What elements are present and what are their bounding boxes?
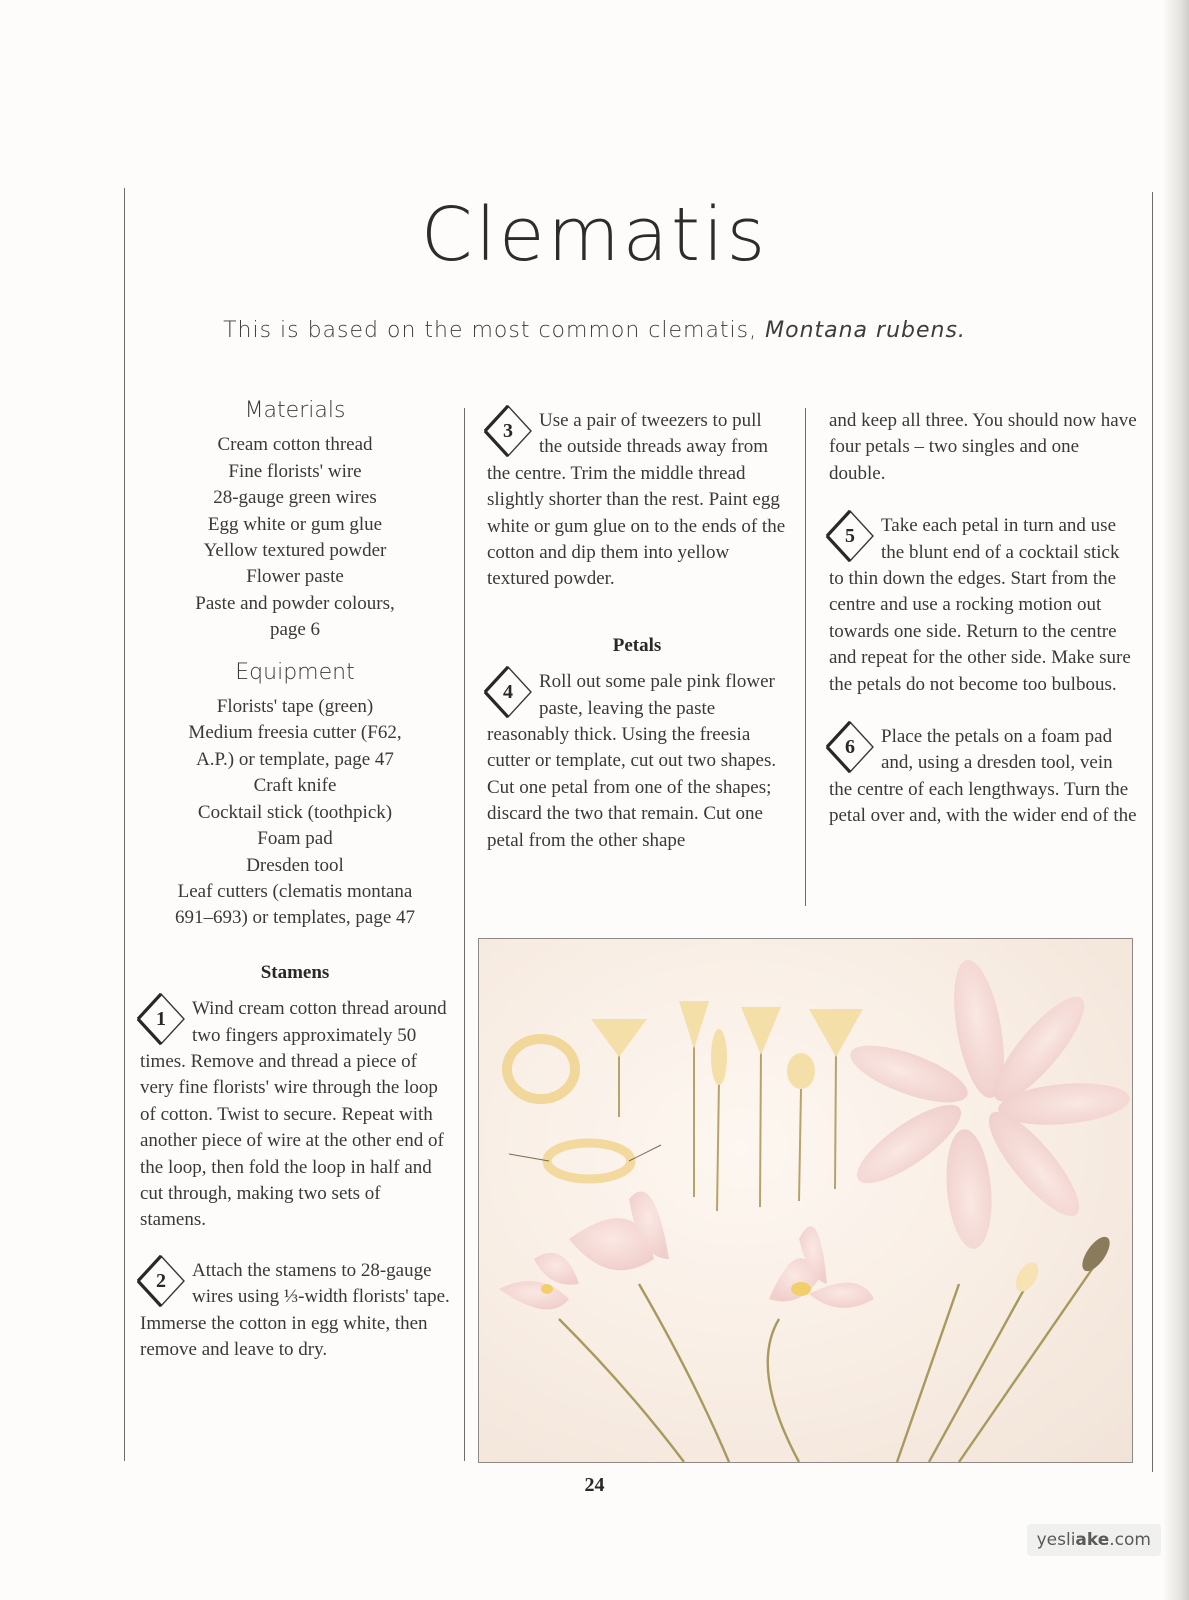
flower-parts-illustration [479,939,1132,1462]
materials-item: Fine florists' wire [228,460,362,482]
step-text: Place the petals on a foam pad and, using a dresden tool, vein the centre of each lengthways. Turn the petal over and, with the wider end of the [829,726,1137,827]
right-rule [1152,192,1153,1472]
step-text: Attach the stamens to 28-gauge wires using ⅓-width florists' tape. Immerse the cotton in egg white, then remove and leave to dry. [140,1259,450,1360]
equipment-item: Foam pad [257,828,333,850]
equipment-list [140,694,450,932]
column-3 [829,408,1137,830]
step-number: 6 [845,736,855,759]
materials-list [140,432,450,643]
column-rule-1 [464,408,465,1461]
step-text: Wind cream cotton thread around two fingers approximately 50 times. Remove and thread a piece of very fine florists' wire through the loop of cotton. Twist to secure. Repeat with another piece of wire at the other end of the loop, then fold the loop in half and cut through, making two sets of stamens. [140,998,447,1231]
equipment-item: Leaf cutters (clematis montana [177,880,413,902]
column-2 [487,408,787,854]
step-number-badge [132,990,190,1048]
page-title: Clematis [420,192,769,278]
step-number: 2 [156,1269,166,1292]
step-1 [140,996,450,1234]
equipment-item: Medium freesia cutter (F62, [188,722,402,744]
equipment-item: 691–693) or templates, page 47 [174,907,416,929]
step-6 [829,724,1137,830]
materials-heading: Materials [244,398,346,423]
clematis-stages-photo [478,938,1133,1463]
step-4 [487,669,787,854]
step-number: 4 [503,681,513,704]
page-subtitle [0,318,1189,343]
materials-item: Cream cotton thread [217,434,373,456]
equipment-item: Cocktail stick (toothpick) [197,801,393,823]
step-number-badge [821,718,879,776]
step-2 [140,1258,450,1364]
step-text: Roll out some pale pink flower paste, leaving the paste reasonably thick. Using the freesia cutter or template, cut out two shapes. Cut one petal from one of the shapes; discard the two that remain. Cut one petal from the other shape [487,671,777,851]
column-rule-2 [805,408,806,906]
materials-item: Flower paste [246,566,344,588]
equipment-item: Florists' tape (green) [216,696,374,718]
petals-heading: Petals [612,634,662,656]
left-rule [124,188,125,1461]
subtitle-text: This is based on the most common clematis, [223,318,758,343]
materials-item: 28-gauge green wires [213,487,377,509]
step-number: 5 [845,525,855,548]
step-5 [829,513,1137,698]
equipment-item: Dresden tool [246,854,344,876]
step-number: 3 [503,420,513,442]
step-number: 1 [156,1008,166,1031]
step-text: Use a pair of tweezers to pull the outside threads away from the centre. Trim the middle thread slightly shorter than the rest. Paint egg white or gum glue on to the ends of the cotton and dip them into yellow textured powder. [487,410,786,590]
column-1 [140,398,450,1363]
watermark-prefix: yesli [1036,1530,1076,1550]
equipment-item: Craft knife [253,775,337,797]
materials-item: Yellow textured powder [203,540,387,562]
materials-item: Paste and powder colours, [195,592,395,614]
watermark-suffix: .com [1109,1530,1151,1550]
step-number-badge [132,1252,190,1310]
equipment-item: A.P.) or template, page 47 [196,748,394,770]
watermark [1027,1524,1161,1556]
step-number-badge [821,507,879,565]
continuation-text: and keep all three. You should now have four petals – two singles and one double. [829,410,1137,484]
watermark-brand: ake [1075,1530,1110,1550]
materials-item: page 6 [269,619,321,641]
stamens-heading: Stamens [260,961,330,983]
step-number-badge [479,402,537,460]
step-number-badge [479,663,537,721]
subtitle-species: Montana rubens. [765,318,966,343]
page-number: 24 [584,1474,605,1496]
equipment-heading: Equipment [235,659,355,685]
materials-item: Egg white or gum glue [207,513,383,535]
step-text: Take each petal in turn and use the blunt end of a cocktail stick to thin down the edges. Start from the centre and use a rocking motion out towards one side. Return to the centre and repeat for the other side. Make sure the petals do not become too bulbous. [829,515,1131,695]
step-3 [487,408,787,593]
